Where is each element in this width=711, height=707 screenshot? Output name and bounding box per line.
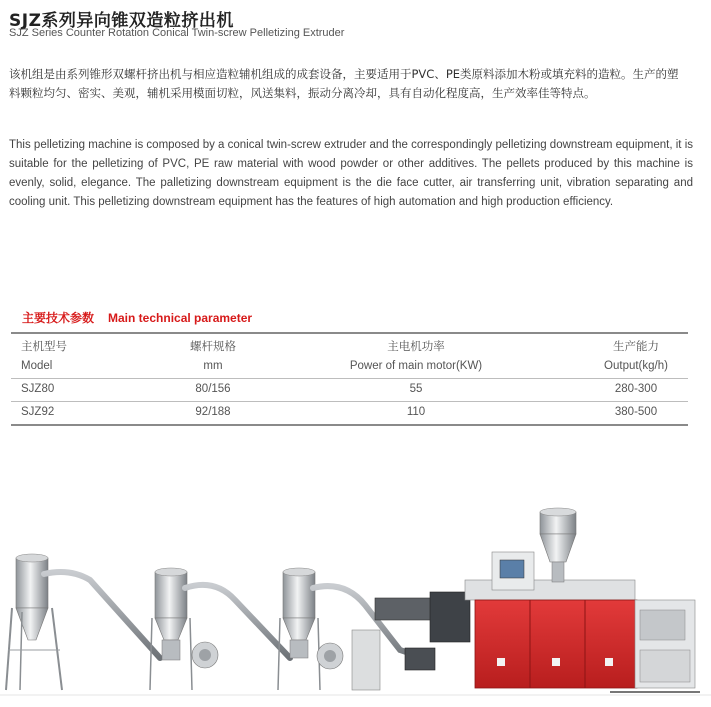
table-row — [11, 402, 688, 424]
cell-output: 280-300 — [614, 383, 658, 395]
table-row — [11, 379, 688, 402]
table-header-cn — [11, 334, 688, 356]
parameter-table — [11, 332, 688, 426]
cell-output: 380-500 — [614, 406, 658, 418]
control-cabinet — [352, 630, 380, 690]
twin-screw-extruder — [465, 552, 700, 692]
page-subtitle: SJZ Series Counter Rotation Conical Twin-screw Pelletizing Extruder — [9, 27, 345, 39]
cell-screw: 80/156 — [195, 383, 231, 395]
header-output-cn: 生产能力 — [613, 341, 659, 353]
cell-model: SJZ80 — [21, 383, 55, 395]
description-en: This pelletizing machine is composed by a conical twin-screw extruder and the correspondingly pelletizing downstream equipment, it is suitable for the pelletizing of PVC, PE raw material with wood powder or other additives. The pellets produced by this machine is evenly, solid, elegance. The palletizing downstream equipment is the die face cutter, air transferring unit, vibration separating and cooling unit. This pelletizing downstream equipment has the features of high automation and high production efficiency. — [9, 139, 693, 208]
extruder-line-illustration — [0, 500, 711, 707]
cell-screw: 92/188 — [195, 406, 231, 418]
header-output-en: Output(kg/h) — [604, 360, 668, 372]
header-screw-cn: 螺杆规格 — [190, 341, 236, 353]
table-header-en — [11, 356, 688, 379]
header-model-cn: 主机型号 — [21, 341, 67, 353]
die-face-cutter — [375, 592, 470, 670]
cell-power: 55 — [409, 383, 423, 395]
header-power-en: Power of main motor(KW) — [349, 360, 483, 372]
header-power-cn: 主电机功率 — [387, 341, 445, 353]
header-model-en: Model — [21, 360, 53, 372]
header-screw-en: mm — [203, 360, 223, 372]
parameter-heading-cn: 主要技术参数 — [22, 311, 95, 325]
feeder-hopper — [540, 508, 576, 582]
table-bottom-rule — [11, 424, 688, 426]
parameter-heading-en: Main technical parameter — [108, 311, 253, 325]
conveying-pipe — [44, 572, 160, 658]
cell-model: SJZ92 — [21, 406, 55, 418]
parameter-heading — [22, 309, 252, 326]
cell-power: 110 — [406, 406, 426, 418]
description-cn: 该机组是由系列锥形双螺杆挤出机与相应造粒辅机组成的成套设备，主要适用于PVC、PE类原料添加木粉或填充料的造粒。生产的塑料颗粒均匀、密实、美观，辅机采用模面切粒，风送集料，振动分离冷却，具有自动化程度高，生产效率佳等特点。 — [9, 67, 679, 100]
page-title: SJZ系列异向锥双造粒挤出机 — [9, 11, 234, 31]
